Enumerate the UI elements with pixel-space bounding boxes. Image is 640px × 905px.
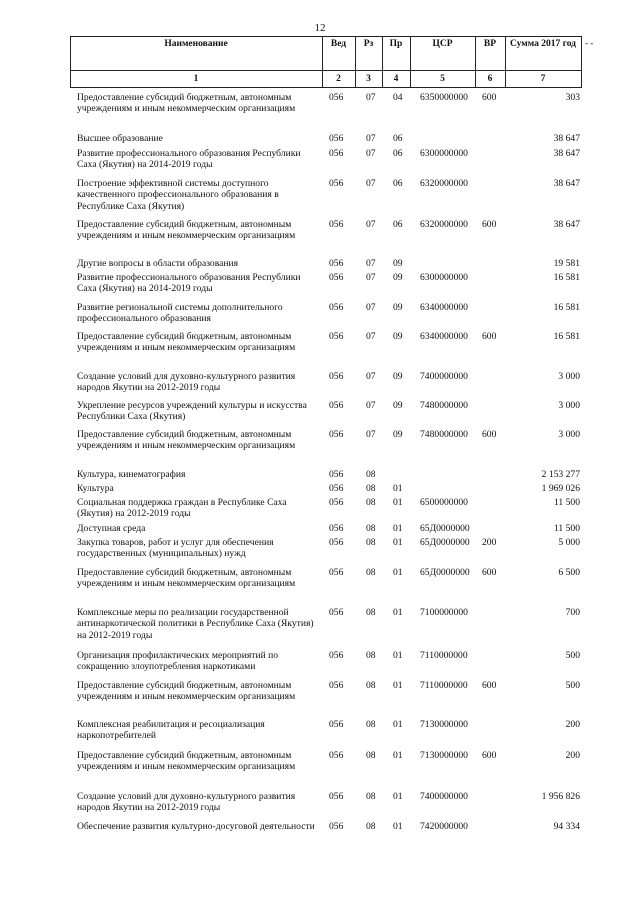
- cell-name: Развитие профессионального образования Республики Саха (Якутия) на 2014-2019 годы: [77, 148, 301, 171]
- cell-name: Предоставление субсидий бюджетным, автономным учреждениям и иным некоммерческим организациям: [77, 567, 296, 590]
- cell-ved: 056: [329, 483, 344, 494]
- cell-ved: 056: [329, 791, 344, 802]
- page-number: 12: [314, 22, 326, 34]
- cell-sum: 16 581: [553, 302, 580, 313]
- cell-name: Закупка товаров, работ и услуг для обеспечения государственных (муниципальных) нужд: [77, 537, 274, 560]
- cell-vr: 600: [482, 680, 497, 691]
- cell-rz: 08: [366, 607, 376, 618]
- cell-name: Предоставление субсидий бюджетным, автономным учреждениям и иным некоммерческим организациям: [77, 331, 296, 354]
- cell-rz: 07: [366, 302, 376, 313]
- cell-csr: 7100000000: [420, 607, 468, 618]
- cell-csr: 7480000000: [420, 400, 468, 411]
- cell-ved: 056: [329, 219, 344, 230]
- cell-rz: 07: [366, 429, 376, 440]
- cell-ved: 056: [329, 133, 344, 144]
- cell-pr: 09: [393, 302, 403, 313]
- cell-pr: 09: [393, 331, 403, 342]
- col-number: 5: [440, 74, 445, 84]
- cell-pr: 01: [393, 523, 403, 534]
- cell-rz: 07: [366, 92, 376, 103]
- cell-csr: 7130000000: [420, 719, 468, 730]
- cell-rz: 08: [366, 537, 376, 548]
- cell-csr: 7110000000: [420, 680, 468, 691]
- cell-rz: 08: [366, 567, 376, 578]
- cell-rz: 08: [366, 469, 376, 480]
- cell-csr: 7480000000: [420, 429, 468, 440]
- cell-pr: 09: [393, 258, 403, 269]
- col-number: 6: [487, 74, 493, 84]
- header-rz: Рз: [363, 39, 374, 49]
- cell-sum: 19 581: [553, 258, 580, 269]
- cell-rz: 07: [366, 400, 376, 411]
- cell-rz: 08: [366, 750, 376, 761]
- cell-csr: 6320000000: [420, 219, 468, 230]
- header-col-divider: [581, 36, 582, 88]
- cell-name: Создание условий для духовно-культурного развития народов Якутии на 2012-2019 годы: [77, 371, 296, 394]
- cell-ved: 056: [329, 331, 344, 342]
- cell-sum: 3 000: [558, 429, 580, 440]
- cell-name: Укрепление ресурсов учреждений культуры и искусства Республики Саха (Якутия): [77, 400, 307, 423]
- cell-name: Развитие профессионального образования Республики Саха (Якутия) на 2014-2019 годы: [77, 272, 301, 295]
- cell-sum: 1 969 026: [541, 483, 580, 494]
- cell-pr: 09: [393, 371, 403, 382]
- cell-pr: 06: [393, 178, 403, 189]
- cell-ved: 056: [329, 429, 344, 440]
- cell-ved: 056: [329, 537, 344, 548]
- cell-rz: 08: [366, 650, 376, 661]
- col-number: 3: [366, 74, 371, 84]
- cell-rz: 08: [366, 483, 376, 494]
- cell-name: Развитие региональной системы дополнительного профессионального образования: [77, 302, 283, 325]
- col-number: 2: [336, 74, 341, 84]
- cell-sum: 11 500: [553, 523, 580, 534]
- cell-sum: 38 647: [553, 133, 580, 144]
- header-pr: Пр: [389, 39, 403, 49]
- cell-pr: 01: [393, 821, 403, 832]
- cell-csr: 6320000000: [420, 178, 468, 189]
- cell-sum: 700: [565, 607, 580, 618]
- header-vr: ВР: [483, 39, 497, 49]
- cell-pr: 01: [393, 650, 403, 661]
- cell-rz: 08: [366, 523, 376, 534]
- cell-pr: 09: [393, 429, 403, 440]
- cell-pr: 01: [393, 483, 403, 494]
- cell-ved: 056: [329, 821, 344, 832]
- cell-pr: 01: [393, 567, 403, 578]
- cell-rz: 07: [366, 371, 376, 382]
- cell-ved: 056: [329, 92, 344, 103]
- cell-ved: 056: [329, 400, 344, 411]
- cell-pr: 01: [393, 497, 403, 508]
- cell-pr: 01: [393, 750, 403, 761]
- cell-name: Комплексная реабилитация и ресоциализация наркопотребителей: [77, 719, 265, 742]
- cell-ved: 056: [329, 680, 344, 691]
- cell-rz: 08: [366, 497, 376, 508]
- cell-ved: 056: [329, 272, 344, 283]
- table-header: [70, 36, 582, 88]
- cell-csr: 7420000000: [420, 821, 468, 832]
- cell-ved: 056: [329, 371, 344, 382]
- cell-rz: 07: [366, 272, 376, 283]
- col-number: 7: [540, 74, 546, 84]
- cell-ved: 056: [329, 302, 344, 313]
- cell-ved: 056: [329, 719, 344, 730]
- cell-csr: 6500000000: [420, 497, 468, 508]
- cell-name: Другие вопросы в области образования: [77, 258, 239, 269]
- cell-csr: 6350000000: [420, 92, 468, 103]
- header-ved: Вед: [330, 39, 347, 49]
- cell-csr: 65Д0000000: [420, 523, 470, 534]
- header-sum: Сумма 2017 год: [510, 39, 576, 49]
- cell-sum: 500: [565, 680, 580, 691]
- cell-csr: 6300000000: [420, 148, 468, 159]
- cell-pr: 01: [393, 719, 403, 730]
- cell-rz: 07: [366, 258, 376, 269]
- header-csr: ЦСР: [432, 39, 453, 49]
- cell-name: Социальная поддержка граждан в Республике Саха (Якутия) на 2012-2019 годы: [77, 497, 287, 520]
- cell-sum: 3 000: [558, 400, 580, 411]
- cell-name: Организация профилактических мероприятий по сокращению злоупотребления наркотиками: [77, 650, 279, 673]
- cell-ved: 056: [329, 258, 344, 269]
- cell-rz: 07: [366, 331, 376, 342]
- cell-sum: 500: [565, 650, 580, 661]
- cell-pr: 01: [393, 791, 403, 802]
- cell-name: Доступная среда: [77, 523, 146, 534]
- cell-csr: 6340000000: [420, 331, 468, 342]
- cell-sum: 16 581: [553, 272, 580, 283]
- cell-ved: 056: [329, 523, 344, 534]
- cell-name: Построение эффективной системы доступного качественного профессионального образования в Республике Саха (Якутия): [77, 178, 279, 212]
- cell-vr: 600: [482, 567, 497, 578]
- cell-vr: 600: [482, 331, 497, 342]
- cell-sum: 303: [565, 92, 580, 103]
- cell-name: Высшее образование: [77, 133, 163, 144]
- cell-name: Комплексные меры по реализации государственной антинаркотической политики в Республике Саха (Якутия) на 2012-2019 годы: [77, 607, 314, 641]
- cell-ved: 056: [329, 750, 344, 761]
- cell-pr: 01: [393, 537, 403, 548]
- cell-ved: 056: [329, 650, 344, 661]
- cell-csr: 7130000000: [420, 750, 468, 761]
- cell-pr: 06: [393, 219, 403, 230]
- cell-pr: 04: [393, 92, 403, 103]
- cell-rz: 08: [366, 791, 376, 802]
- cell-rz: 07: [366, 133, 376, 144]
- cell-name: Обеспечение развития культурно-досуговой деятельности: [77, 821, 315, 832]
- cell-ved: 056: [329, 607, 344, 618]
- cell-csr: 65Д0000000: [420, 567, 470, 578]
- cell-name: Предоставление субсидий бюджетным, автономным учреждениям и иным некоммерческим организациям: [77, 219, 296, 242]
- cell-csr: 6340000000: [420, 302, 468, 313]
- cell-rz: 08: [366, 821, 376, 832]
- cell-rz: 07: [366, 219, 376, 230]
- cell-csr: 65Д0000000: [420, 537, 470, 548]
- cell-name: Культура, кинематография: [77, 469, 186, 480]
- cell-name: Предоставление субсидий бюджетным, автономным учреждениям и иным некоммерческим организациям: [77, 429, 296, 452]
- cell-rz: 08: [366, 680, 376, 691]
- cell-rz: 07: [366, 148, 376, 159]
- cell-rz: 07: [366, 178, 376, 189]
- cell-sum: 1 956 826: [541, 791, 580, 802]
- header-trailing-mark: - -: [585, 38, 594, 48]
- cell-pr: 06: [393, 148, 403, 159]
- cell-vr: 600: [482, 429, 497, 440]
- cell-vr: 600: [482, 750, 497, 761]
- cell-pr: 09: [393, 400, 403, 411]
- cell-name: Создание условий для духовно-культурного развития народов Якутии на 2012-2019 годы: [77, 791, 296, 814]
- cell-pr: 01: [393, 607, 403, 618]
- cell-csr: 7400000000: [420, 791, 468, 802]
- cell-sum: 3 000: [558, 371, 580, 382]
- cell-ved: 056: [329, 178, 344, 189]
- cell-sum: 2 153 277: [541, 469, 580, 480]
- cell-vr: 600: [482, 219, 497, 230]
- cell-name: Предоставление субсидий бюджетным, автономным учреждениям и иным некоммерческим организациям: [77, 680, 296, 703]
- cell-ved: 056: [329, 567, 344, 578]
- cell-sum: 94 334: [553, 821, 580, 832]
- cell-vr: 600: [482, 92, 497, 103]
- cell-csr: 7110000000: [420, 650, 468, 661]
- cell-name: Предоставление субсидий бюджетным, автономным учреждениям и иным некоммерческим организациям: [77, 92, 296, 115]
- cell-ved: 056: [329, 148, 344, 159]
- cell-sum: 6 500: [558, 567, 580, 578]
- cell-sum: 38 647: [553, 148, 580, 159]
- cell-sum: 16 581: [553, 331, 580, 342]
- col-number: 1: [193, 74, 199, 84]
- cell-rz: 08: [366, 719, 376, 730]
- cell-sum: 5 000: [558, 537, 580, 548]
- header-name: Наименование: [164, 39, 228, 49]
- cell-csr: 7400000000: [420, 371, 468, 382]
- cell-pr: 09: [393, 272, 403, 283]
- cell-sum: 200: [565, 750, 580, 761]
- cell-ved: 056: [329, 469, 344, 480]
- cell-sum: 38 647: [553, 219, 580, 230]
- col-number: 4: [393, 74, 399, 84]
- cell-csr: 6300000000: [420, 272, 468, 283]
- cell-sum: 38 647: [553, 178, 580, 189]
- cell-name: Предоставление субсидий бюджетным, автономным учреждениям и иным некоммерческим организациям: [77, 750, 296, 773]
- cell-pr: 06: [393, 133, 403, 144]
- cell-ved: 056: [329, 497, 344, 508]
- cell-sum: 200: [565, 719, 580, 730]
- cell-pr: 01: [393, 680, 403, 691]
- cell-sum: 11 500: [553, 497, 580, 508]
- cell-name: Культура: [77, 483, 114, 494]
- cell-vr: 200: [482, 537, 497, 548]
